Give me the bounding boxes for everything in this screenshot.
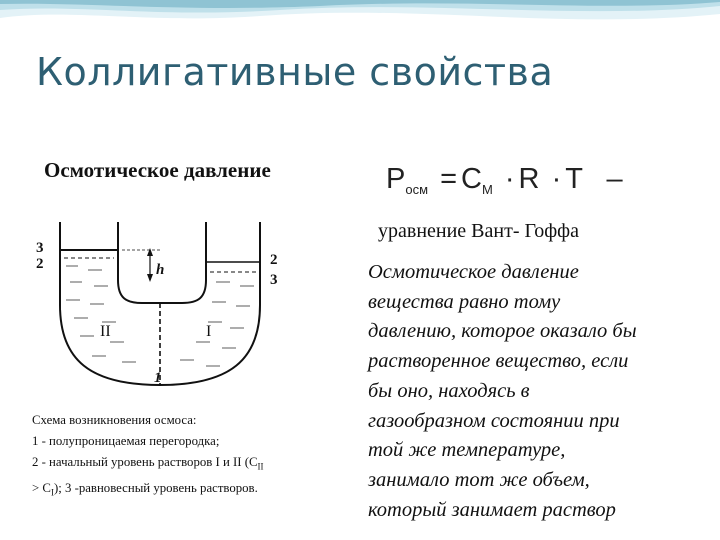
caption-subscript: I <box>50 487 54 498</box>
caption-text: ); 3 -равновесный уровень растворов. <box>53 480 258 495</box>
label-h: h <box>156 262 165 278</box>
definition-line: Осмотическое давление <box>368 261 579 283</box>
definition-line: растворенное вещество, если <box>368 350 629 373</box>
caption-subscript: II <box>257 461 264 472</box>
label-membrane-1: 1 <box>154 370 162 386</box>
definition-line: той же температуре, <box>368 439 566 462</box>
arrow-head-down <box>147 274 153 282</box>
caption-text: 2 - начальный уровень растворов I и II (C <box>32 455 258 469</box>
definition-line: который занимает раствор <box>368 498 616 521</box>
section-subtitle: Осмотическое давление <box>44 158 271 182</box>
definition-line: вещества равно тому <box>368 290 561 313</box>
formula-gas-constant: R <box>518 163 540 195</box>
formula-temperature: T <box>565 163 583 195</box>
slide-title: Коллигативные свойства <box>36 50 554 94</box>
formula-concentration-subscript: M <box>481 182 493 197</box>
equation-name: уравнение Вант- Гоффа <box>378 220 579 242</box>
caption-line: Схема возникновения осмоса: <box>32 413 197 427</box>
formula-concentration: C <box>461 163 482 195</box>
right-liquid-hatching <box>180 282 254 366</box>
caption-line <box>32 452 352 478</box>
label-solution-I: I <box>206 323 212 340</box>
formula-dot-2: · <box>551 163 562 195</box>
label-left-3: 3 <box>36 240 44 256</box>
label-left-2: 2 <box>36 256 44 272</box>
diagram-caption <box>32 410 352 503</box>
definition-line: бы оно, находясь в <box>368 379 530 402</box>
formula-equals: = <box>440 163 458 195</box>
formula-dash: – <box>606 163 623 195</box>
label-right-2: 2 <box>270 252 278 268</box>
label-solution-II: II <box>100 323 111 340</box>
formula-lhs: P <box>386 163 406 195</box>
vant-hoff-formula <box>386 163 623 197</box>
caption-line: 1 - полупроницаемая перегородка; <box>32 434 220 448</box>
osmosis-u-tube-diagram <box>30 210 350 405</box>
caption-line <box>32 478 352 504</box>
osmotic-pressure-definition <box>368 258 713 525</box>
caption-text: > C <box>32 480 51 495</box>
left-liquid-column <box>61 250 117 310</box>
arrow-head-up <box>147 248 153 256</box>
label-right-3: 3 <box>270 272 278 288</box>
definition-line: газообразном состоянии при <box>368 409 620 432</box>
formula-dot-1: · <box>504 163 515 195</box>
definition-line: занимало тот же объем, <box>368 468 590 491</box>
definition-line: давлению, которое оказало бы <box>368 320 637 343</box>
formula-lhs-subscript: осм <box>405 182 429 197</box>
